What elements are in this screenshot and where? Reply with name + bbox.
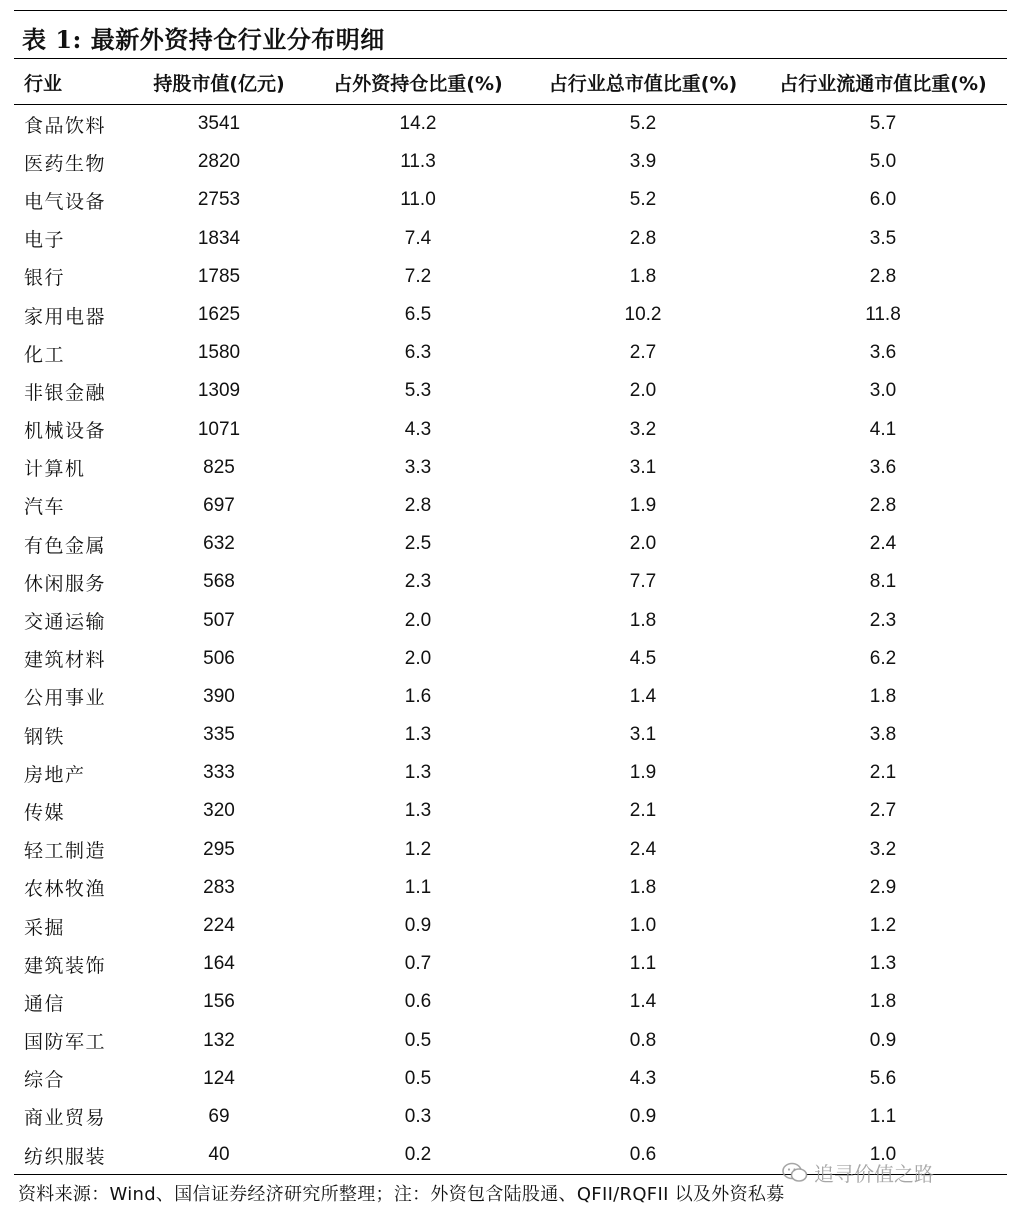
cell-share-of-float-cap: 2.8 <box>869 265 897 287</box>
cell-share-of-total-cap: 10.2 <box>624 304 662 326</box>
cell-share-of-foreign: 0.3 <box>404 1105 432 1127</box>
header-share-of-float-cap: 占行业流通市值比重(%) <box>759 60 1007 105</box>
cell-share-of-total-cap: 1.1 <box>629 953 657 975</box>
cell-share-of-foreign: 2.0 <box>404 609 432 631</box>
table-row <box>14 220 1007 258</box>
header-share-of-total-cap: 占行业总市值比重(%) <box>527 60 759 105</box>
cell-share-of-float-cap: 2.7 <box>869 800 897 822</box>
cell-market-value: 132 <box>203 1029 235 1051</box>
cell-share-of-float-cap: 6.2 <box>869 647 897 669</box>
cell-industry: 建筑材料 <box>24 649 107 672</box>
cell-share-of-float-cap: 3.2 <box>869 838 897 860</box>
cell-share-of-foreign: 3.3 <box>404 456 432 478</box>
table-row <box>14 296 1007 334</box>
cell-share-of-total-cap: 4.3 <box>629 1067 657 1089</box>
cell-share-of-foreign: 1.6 <box>404 685 432 707</box>
source-footnote: 资料来源：Wind、国信证券经济研究所整理；注：外资包含陆股通、QFII/RQFII 以及外资私募 <box>18 1184 785 1205</box>
cell-share-of-float-cap: 5.7 <box>869 113 897 135</box>
watermark-text: 追寻价值之路 <box>814 1162 934 1186</box>
table-row <box>14 525 1007 563</box>
cell-share-of-foreign: 7.4 <box>404 227 432 249</box>
cell-market-value: 69 <box>208 1105 230 1127</box>
cell-share-of-foreign: 0.6 <box>404 991 432 1013</box>
cell-share-of-float-cap: 1.1 <box>869 1105 897 1127</box>
table-row <box>14 372 1007 410</box>
table-row <box>14 449 1007 487</box>
cell-share-of-float-cap: 5.0 <box>869 151 897 173</box>
cell-share-of-float-cap: 2.1 <box>869 762 897 784</box>
cell-share-of-foreign: 0.7 <box>404 953 432 975</box>
header-industry: 行业 <box>14 60 129 105</box>
cell-share-of-total-cap: 2.1 <box>629 800 657 822</box>
table-row <box>14 601 1007 639</box>
cell-share-of-foreign: 5.3 <box>404 380 432 402</box>
cell-industry: 通信 <box>24 992 66 1015</box>
cell-market-value: 568 <box>203 571 235 593</box>
table-row <box>14 678 1007 716</box>
cell-industry: 轻工制造 <box>24 840 107 863</box>
title-bar <box>14 10 1007 59</box>
cell-share-of-total-cap: 3.2 <box>629 418 657 440</box>
cell-industry: 化工 <box>24 343 66 366</box>
cell-industry: 商业贸易 <box>24 1107 107 1130</box>
cell-share-of-float-cap: 2.4 <box>869 533 897 555</box>
cell-share-of-total-cap: 1.9 <box>629 494 657 516</box>
cell-market-value: 1309 <box>197 380 241 402</box>
cell-share-of-total-cap: 1.4 <box>629 685 657 707</box>
cell-share-of-foreign: 2.3 <box>404 571 432 593</box>
cell-share-of-float-cap: 6.0 <box>869 189 897 211</box>
table-row <box>14 869 1007 907</box>
cell-market-value: 632 <box>203 533 235 555</box>
table-row <box>14 411 1007 449</box>
cell-market-value: 1071 <box>197 418 241 440</box>
cell-share-of-float-cap: 4.1 <box>869 418 897 440</box>
cell-industry: 综合 <box>24 1069 66 1092</box>
cell-industry: 医药生物 <box>24 152 107 175</box>
cell-industry: 有色金属 <box>24 534 107 557</box>
cell-market-value: 283 <box>203 876 235 898</box>
table-row <box>14 143 1007 181</box>
cell-industry: 电气设备 <box>24 190 107 213</box>
cell-share-of-foreign: 14.2 <box>399 113 437 135</box>
cell-share-of-float-cap: 1.3 <box>869 953 897 975</box>
cell-market-value: 40 <box>129 1136 309 1175</box>
table-row <box>14 1022 1007 1060</box>
cell-share-of-float-cap: 8.1 <box>869 571 897 593</box>
cell-share-of-total-cap: 0.9 <box>629 1105 657 1127</box>
cell-share-of-total-cap: 1.4 <box>629 991 657 1013</box>
holdings-table <box>14 60 1007 1175</box>
cell-share-of-total-cap: 1.8 <box>629 876 657 898</box>
cell-share-of-float-cap: 2.9 <box>869 876 897 898</box>
table-row <box>14 1098 1007 1136</box>
cell-industry: 国防军工 <box>24 1031 107 1054</box>
header-share-of-foreign: 占外资持仓比重(%) <box>309 60 527 105</box>
cell-share-of-foreign: 0.9 <box>404 915 432 937</box>
cell-share-of-float-cap: 0.9 <box>869 1029 897 1051</box>
table-row <box>14 792 1007 830</box>
header-market-value: 持股市值(亿元) <box>129 60 309 105</box>
cell-share-of-foreign: 7.2 <box>404 265 432 287</box>
cell-share-of-float-cap: 11.8 <box>865 304 901 326</box>
cell-share-of-float-cap: 3.6 <box>869 456 897 478</box>
cell-market-value: 1834 <box>197 227 241 249</box>
cell-market-value: 295 <box>203 838 235 860</box>
cell-market-value: 1625 <box>197 304 241 326</box>
cell-market-value: 3541 <box>197 113 241 135</box>
cell-share-of-foreign: 1.2 <box>404 838 432 860</box>
cell-market-value: 825 <box>203 456 235 478</box>
cell-share-of-float-cap: 1.2 <box>869 915 897 937</box>
cell-market-value: 335 <box>203 724 235 746</box>
cell-industry: 房地产 <box>24 763 86 786</box>
table-row <box>14 716 1007 754</box>
cell-share-of-total-cap: 4.5 <box>629 647 657 669</box>
cell-market-value: 224 <box>203 915 235 937</box>
cell-market-value: 697 <box>203 494 235 516</box>
cell-industry: 银行 <box>24 267 66 290</box>
cell-share-of-float-cap: 2.8 <box>869 494 897 516</box>
cell-market-value: 1580 <box>197 342 241 364</box>
cell-share-of-foreign: 0.5 <box>404 1029 432 1051</box>
cell-industry: 计算机 <box>24 458 86 481</box>
cell-share-of-foreign: 1.3 <box>404 762 432 784</box>
cell-market-value: 320 <box>203 800 235 822</box>
cell-share-of-foreign: 1.3 <box>404 800 432 822</box>
cell-share-of-foreign: 1.3 <box>404 724 432 746</box>
cell-share-of-total-cap: 5.2 <box>629 189 657 211</box>
table-row <box>14 907 1007 945</box>
table-row <box>14 831 1007 869</box>
cell-industry: 采掘 <box>24 916 66 939</box>
table-row <box>14 1060 1007 1098</box>
cell-industry: 汽车 <box>24 496 66 519</box>
cell-industry: 家用电器 <box>24 305 107 328</box>
cell-share-of-total-cap: 1.0 <box>629 915 657 937</box>
wechat-icon <box>782 1162 808 1184</box>
cell-industry: 农林牧渔 <box>24 878 107 901</box>
table-body <box>14 105 1007 1175</box>
cell-market-value: 507 <box>203 609 235 631</box>
watermark <box>782 1158 934 1187</box>
cell-industry: 机械设备 <box>24 420 107 443</box>
cell-market-value: 2820 <box>197 151 241 173</box>
cell-share-of-total-cap: 3.1 <box>629 456 657 478</box>
cell-share-of-total-cap: 2.0 <box>629 533 657 555</box>
cell-share-of-foreign: 4.3 <box>404 418 432 440</box>
header-row <box>14 60 1007 105</box>
cell-share-of-total-cap: 3.1 <box>629 724 657 746</box>
cell-share-of-total-cap: 3.9 <box>629 151 657 173</box>
cell-industry: 休闲服务 <box>24 572 107 595</box>
cell-share-of-total-cap: 0.8 <box>629 1029 657 1051</box>
cell-share-of-foreign: 6.3 <box>404 342 432 364</box>
cell-share-of-foreign: 2.8 <box>404 494 432 516</box>
cell-share-of-float-cap: 3.6 <box>869 342 897 364</box>
table-row <box>14 945 1007 983</box>
cell-share-of-total-cap: 2.8 <box>629 227 657 249</box>
cell-market-value: 124 <box>203 1067 235 1089</box>
cell-share-of-foreign: 2.0 <box>404 647 432 669</box>
cell-industry: 非银金融 <box>24 381 107 404</box>
table-row <box>14 563 1007 601</box>
cell-market-value: 2753 <box>197 189 241 211</box>
table-row <box>14 105 1007 144</box>
table-row <box>14 181 1007 219</box>
cell-share-of-float-cap: 1.8 <box>869 991 897 1013</box>
cell-share-of-float-cap: 5.6 <box>869 1067 897 1089</box>
cell-share-of-total-cap: 2.4 <box>629 838 657 860</box>
cell-share-of-float-cap: 3.0 <box>869 380 897 402</box>
cell-share-of-foreign: 0.5 <box>404 1067 432 1089</box>
cell-share-of-total-cap: 1.9 <box>629 762 657 784</box>
cell-share-of-float-cap: 3.8 <box>869 724 897 746</box>
cell-share-of-total-cap: 1.8 <box>629 265 657 287</box>
cell-share-of-foreign: 11.3 <box>400 151 436 173</box>
cell-market-value: 390 <box>203 685 235 707</box>
cell-market-value: 1785 <box>197 265 241 287</box>
cell-share-of-total-cap: 5.2 <box>629 113 657 135</box>
cell-market-value: 156 <box>203 991 235 1013</box>
cell-industry: 交通运输 <box>24 611 107 634</box>
cell-share-of-float-cap: 1.8 <box>869 685 897 707</box>
table-title: 表 1: 最新外资持仓行业分布明细 <box>22 25 385 54</box>
table-row <box>14 754 1007 792</box>
cell-share-of-total-cap: 1.8 <box>629 609 657 631</box>
cell-share-of-total-cap: 2.7 <box>629 342 657 364</box>
cell-share-of-foreign: 6.5 <box>404 304 432 326</box>
table-row <box>14 983 1007 1021</box>
cell-share-of-total-cap: 7.7 <box>629 571 657 593</box>
cell-industry: 建筑装饰 <box>24 954 107 977</box>
cell-share-of-float-cap: 3.5 <box>869 227 897 249</box>
cell-share-of-foreign: 1.1 <box>404 876 432 898</box>
cell-industry: 钢铁 <box>24 725 66 748</box>
cell-industry: 传媒 <box>24 801 66 824</box>
cell-market-value: 164 <box>203 953 235 975</box>
cell-share-of-float-cap: 2.3 <box>869 609 897 631</box>
cell-share-of-foreign: 11.0 <box>400 189 436 211</box>
cell-market-value: 333 <box>203 762 235 784</box>
cell-share-of-total-cap: 2.0 <box>629 380 657 402</box>
cell-share-of-total-cap: 0.6 <box>527 1136 759 1175</box>
table-row <box>14 487 1007 525</box>
cell-industry: 纺织服装 <box>14 1136 129 1175</box>
table-row <box>14 258 1007 296</box>
cell-industry: 公用事业 <box>24 687 107 710</box>
cell-market-value: 506 <box>203 647 235 669</box>
cell-industry: 电子 <box>24 229 66 252</box>
table-row <box>14 334 1007 372</box>
table-row <box>14 640 1007 678</box>
cell-industry: 食品饮料 <box>24 114 107 137</box>
cell-share-of-foreign: 2.5 <box>404 533 432 555</box>
cell-share-of-foreign: 0.2 <box>309 1136 527 1175</box>
cell-share-of-float-cap: 1.0 <box>759 1136 1007 1175</box>
